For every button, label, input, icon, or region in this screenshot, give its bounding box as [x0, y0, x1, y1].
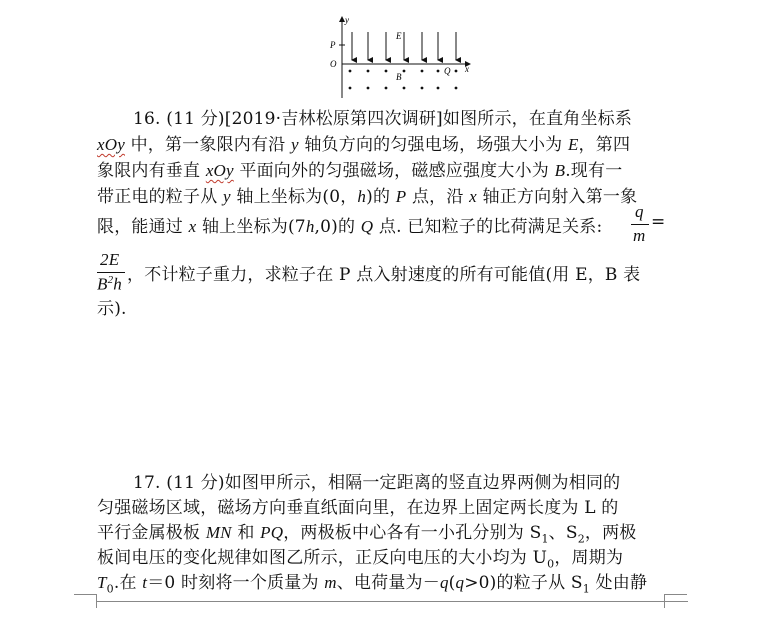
- var-q: q: [439, 573, 449, 592]
- p16-text: ，不计粒子重力，求粒子在 P 点入射速度的所有可能值(用 E，B 表: [127, 265, 641, 285]
- p16-line-5: [97, 212, 602, 237]
- var-h: h: [357, 187, 367, 206]
- p16-line-3: [97, 156, 622, 181]
- var-h: h: [305, 217, 315, 236]
- p17-text: >0)的粒子从 S: [464, 573, 583, 593]
- exponent: 2: [107, 274, 114, 286]
- p16-text: ,0)的: [314, 217, 361, 237]
- p16-text: 轴上坐标为(7: [196, 217, 306, 237]
- p16-text: 点. 已知粒子的比荷满足关系:: [373, 217, 603, 237]
- frac-denominator: [97, 274, 122, 295]
- margin-corner-right-h: [665, 594, 687, 595]
- var-m: m: [324, 573, 337, 592]
- p17-line-5: [97, 568, 647, 595]
- var-mn: MN: [205, 523, 232, 542]
- fraction-q-over-m: [631, 202, 651, 248]
- subscript: 1: [541, 532, 549, 546]
- p17-text: 板间电压的变化规律如图乙所示，正反向电压的大小均为 U: [97, 548, 548, 568]
- field-e-label: E: [396, 31, 402, 41]
- page-bottom-rule: [96, 601, 688, 602]
- var-q: Q: [360, 217, 374, 236]
- electric-field-arrows: [352, 32, 456, 60]
- p17-text: 、电荷量为－: [336, 573, 440, 593]
- subscript: 0: [106, 582, 114, 596]
- subscript: 1: [582, 582, 590, 596]
- var-t: t: [142, 573, 148, 592]
- xoy-term: xOy: [97, 135, 125, 154]
- frac-numerator: 2E: [100, 250, 120, 269]
- p16-text: 平面向外的匀强磁场，磁感应强度大小为: [233, 161, 555, 181]
- field-diagram: [318, 14, 478, 100]
- var-q: q: [455, 573, 465, 592]
- problem-17: [97, 468, 663, 596]
- p16-text: 中，第一象限内有沿: [124, 135, 291, 155]
- var-y: y: [223, 187, 231, 206]
- subscript: 0: [547, 557, 555, 571]
- var-e: E: [567, 135, 579, 154]
- p16-text: 16. (11 分)[2019·吉林松原第四次调研]如图所示，在直角坐标系: [133, 109, 633, 129]
- p17-line-3: [97, 518, 637, 545]
- var-b: B: [97, 274, 108, 294]
- p17-text: ，两极: [584, 523, 637, 543]
- var-y: y: [290, 135, 299, 154]
- subscript: 2: [577, 532, 585, 546]
- p17-text: 和: [231, 523, 261, 543]
- p17-text: 匀强磁场区域，磁场方向垂直纸面向里，在边界上固定两长度为 L 的: [97, 498, 619, 518]
- y-axis-label: y: [345, 15, 349, 25]
- p16-line-2: [97, 130, 630, 155]
- p17-line-1: [133, 468, 620, 493]
- origin-label: O: [330, 59, 337, 69]
- var-pq: PQ: [260, 523, 284, 542]
- margin-corner-left-h: [74, 594, 96, 595]
- p16-line-7: [97, 294, 127, 319]
- p16-line-1: [133, 104, 632, 129]
- margin-corner-right: [664, 594, 665, 608]
- magnetic-field-dots: [349, 70, 458, 90]
- var-x: x: [469, 187, 477, 206]
- p16-text: 轴上坐标为(0，: [230, 187, 358, 207]
- p16-text: ，第四: [578, 135, 631, 155]
- var-x: x: [188, 217, 197, 236]
- p17-text: 处由静: [589, 573, 648, 593]
- p16-text: 示).: [97, 299, 127, 319]
- p16-line-4: [97, 182, 637, 207]
- p16-text: 轴负方向的匀强电场，场强大小为: [298, 135, 568, 155]
- frac-numerator: q: [635, 202, 644, 221]
- var-h: h: [113, 274, 122, 294]
- x-axis-label: x: [465, 64, 469, 74]
- p17-text: ＝0 时刻将一个质量为: [147, 573, 325, 593]
- p17-text: 平行金属极板: [97, 523, 206, 543]
- p17-text: ，两极板中心各有一小孔分别为 S: [283, 523, 542, 543]
- equals-sign: =: [651, 212, 666, 232]
- p16-text: .现有一: [565, 161, 623, 181]
- p17-text: (: [448, 573, 456, 593]
- p16-text: 带正电的粒子从: [97, 187, 224, 207]
- point-p-label: P: [330, 40, 336, 50]
- p16-text: 象限内有垂直: [97, 161, 206, 181]
- p16-line-6: [127, 260, 640, 285]
- xoy-term: xOy: [205, 161, 234, 180]
- point-q-label: Q: [444, 66, 451, 76]
- p17-line-2: [97, 493, 619, 518]
- p17-text: 17. (11 分)如图甲所示，相隔一定距离的竖直边界两侧为相同的: [133, 473, 621, 493]
- p17-text: .在: [113, 573, 143, 593]
- fraction-2e-over-b2h: [97, 250, 127, 296]
- field-b-label: B: [396, 72, 402, 82]
- problem-16: [97, 104, 666, 324]
- frac-denominator: m: [633, 226, 646, 245]
- p17-text: 、S: [548, 523, 578, 543]
- p16-text: )的: [366, 187, 396, 207]
- margin-corner-left: [96, 594, 97, 608]
- p17-text: ，周期为: [554, 548, 624, 568]
- p16-text: 轴正方向射入第一象: [476, 187, 638, 207]
- var-p: P: [395, 187, 407, 206]
- var-b: B: [554, 161, 566, 180]
- p16-text: 点，沿: [406, 187, 470, 207]
- p17-line-4: [97, 543, 623, 570]
- p16-text: 限，能通过: [97, 217, 189, 237]
- var-t: T: [97, 573, 107, 592]
